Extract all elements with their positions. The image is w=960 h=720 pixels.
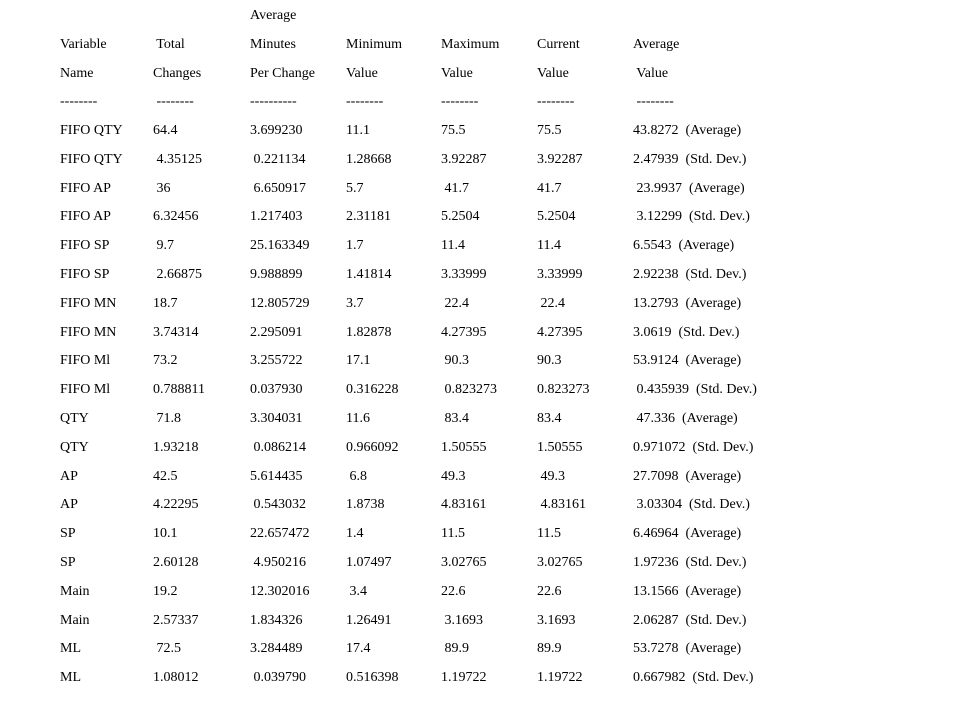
table-row (0, 179, 960, 199)
variable-name-cell: FIFO AP (60, 209, 111, 225)
value-cell: 3.255722 (250, 353, 303, 369)
header-cell: Variable (60, 37, 107, 52)
value-cell: 19.2 (153, 583, 178, 599)
value-cell: 72.5 (153, 641, 181, 657)
table-row (0, 121, 960, 141)
table-row (0, 150, 960, 170)
separator-cell: -------- (346, 94, 384, 109)
variable-name-cell: AP (60, 497, 78, 513)
value-cell: 3.1693 (441, 612, 483, 628)
value-cell: 4.35125 (153, 151, 202, 167)
table-row (0, 582, 960, 602)
value-cell: 1.28668 (346, 151, 392, 167)
value-cell: 3.33999 (537, 267, 583, 282)
variable-name-cell: FIFO Ml (60, 353, 111, 369)
value-cell: 1.08012 (153, 670, 199, 686)
value-cell: 4.83161 (537, 497, 586, 513)
table-row (0, 553, 960, 573)
table-row (0, 323, 960, 343)
value-cell: 2.47939 (Std. Dev.) (633, 151, 747, 167)
value-cell: 3.1693 (537, 612, 576, 628)
value-cell: 3.7 (346, 295, 364, 311)
value-cell: 2.92238 (Std. Dev.) (633, 267, 747, 282)
table-row (0, 265, 960, 285)
variable-name-cell: FIFO SP (60, 238, 110, 254)
value-cell: 1.217403 (250, 209, 303, 225)
value-cell: 23.9937 (Average) (633, 180, 745, 196)
header-cell: Maximum (441, 37, 500, 52)
value-cell: 3.02765 (537, 555, 583, 570)
header-cell: Value (537, 66, 569, 81)
value-cell: 4.950216 (250, 555, 306, 570)
value-cell: 22.6 (537, 583, 562, 599)
value-cell: 22.6 (441, 583, 466, 599)
value-cell: 1.26491 (346, 612, 392, 628)
value-cell: 3.304031 (250, 411, 303, 426)
value-cell: 5.7 (346, 180, 364, 196)
value-cell: 90.3 (441, 353, 469, 369)
value-cell: 5.2504 (537, 209, 576, 225)
value-cell: 12.302016 (250, 583, 310, 599)
table-row (0, 524, 960, 544)
header-cell: Minimum (346, 37, 403, 52)
value-cell: 11.5 (441, 526, 465, 542)
table-row (0, 294, 960, 314)
value-cell: 89.9 (441, 641, 469, 657)
value-cell: 22.657472 (250, 526, 310, 542)
value-cell: 6.8 (346, 468, 367, 484)
value-cell: 1.50555 (537, 439, 583, 455)
value-cell: 6.46964 (Average) (633, 526, 742, 542)
value-cell: 1.7 (346, 238, 364, 254)
variable-name-cell: SP (60, 555, 76, 570)
value-cell: 0.435939 (Std. Dev.) (633, 382, 757, 398)
value-cell: 3.92287 (441, 151, 487, 167)
value-cell: 90.3 (537, 353, 562, 369)
value-cell: 9.988899 (250, 267, 303, 282)
value-cell: 71.8 (153, 411, 181, 426)
value-cell: 3.03304 (Std. Dev.) (633, 497, 750, 513)
header-cell: Per Change (250, 66, 315, 81)
separator-cell: -------- (633, 94, 674, 109)
value-cell: 0.039790 (250, 670, 306, 686)
table-row (0, 639, 960, 659)
value-cell: 1.8738 (346, 497, 385, 513)
value-cell: 1.50555 (441, 439, 487, 455)
value-cell: 0.823273 (537, 382, 590, 398)
value-cell: 0.823273 (441, 382, 497, 398)
header-cell: Current (537, 37, 580, 52)
value-cell: 53.7278 (Average) (633, 641, 742, 657)
value-cell: 4.83161 (441, 497, 487, 513)
value-cell: 3.699230 (250, 123, 303, 138)
variable-name-cell: FIFO QTY (60, 123, 123, 138)
value-cell: 27.7098 (Average) (633, 468, 742, 484)
variable-name-cell: ML (60, 670, 81, 686)
variable-name-cell: FIFO SP (60, 267, 110, 282)
separator-cell: -------- (441, 94, 479, 109)
header-separator (0, 92, 960, 112)
value-cell: 11.1 (346, 123, 370, 138)
header-cell: Total (153, 37, 185, 52)
value-cell: 1.834326 (250, 612, 303, 628)
header-cell: Changes (153, 66, 202, 81)
value-cell: 9.7 (153, 238, 174, 254)
table-row (0, 236, 960, 256)
header-line-1 (0, 6, 960, 26)
value-cell: 53.9124 (Average) (633, 353, 742, 369)
value-cell: 4.27395 (441, 324, 487, 340)
separator-cell: ---------- (250, 94, 297, 109)
value-cell: 83.4 (441, 411, 469, 426)
variable-name-cell: FIFO QTY (60, 151, 123, 167)
header-line-2 (0, 35, 960, 55)
variable-name-cell: SP (60, 526, 76, 542)
value-cell: 0.788811 (153, 382, 205, 398)
variable-name-cell: Main (60, 583, 90, 599)
value-cell: 0.516398 (346, 670, 399, 686)
value-cell: 75.5 (441, 123, 466, 138)
value-cell: 25.163349 (250, 238, 310, 254)
variable-name-cell: FIFO Ml (60, 382, 111, 398)
value-cell: 0.971072 (Std. Dev.) (633, 439, 754, 455)
variable-name-cell: QTY (60, 411, 89, 426)
value-cell: 2.66875 (153, 267, 202, 282)
value-cell: 11.5 (537, 526, 561, 542)
separator-cell: -------- (60, 94, 98, 109)
value-cell: 41.7 (441, 180, 469, 196)
value-cell: 17.4 (346, 641, 371, 657)
value-cell: 22.4 (537, 295, 565, 311)
variable-name-cell: AP (60, 468, 78, 484)
value-cell: 49.3 (441, 468, 466, 484)
value-cell: 2.57337 (153, 612, 199, 628)
value-cell: 3.74314 (153, 324, 199, 340)
variable-name-cell: FIFO MN (60, 324, 117, 340)
value-cell: 5.2504 (441, 209, 480, 225)
value-cell: 4.27395 (537, 324, 583, 340)
value-cell: 3.33999 (441, 267, 487, 282)
value-cell: 42.5 (153, 468, 178, 484)
value-cell: 18.7 (153, 295, 178, 311)
value-cell: 1.4 (346, 526, 364, 542)
value-cell: 10.1 (153, 526, 178, 542)
value-cell: 3.12299 (Std. Dev.) (633, 209, 750, 225)
variable-name-cell: FIFO AP (60, 180, 111, 196)
value-cell: 0.543032 (250, 497, 306, 513)
value-cell: 3.284489 (250, 641, 303, 657)
value-cell: 22.4 (441, 295, 469, 311)
table-row (0, 495, 960, 515)
value-cell: 2.295091 (250, 324, 303, 340)
header-cell: Value (633, 66, 669, 81)
value-cell: 73.2 (153, 353, 178, 369)
variable-name-cell: ML (60, 641, 81, 657)
value-cell: 0.086214 (250, 439, 306, 455)
header-cell: Value (346, 66, 378, 81)
variable-name-cell: QTY (60, 439, 89, 455)
table-row (0, 380, 960, 400)
value-cell: 3.4 (346, 583, 367, 599)
value-cell: 3.0619 (Std. Dev.) (633, 324, 740, 340)
value-cell: 1.19722 (441, 670, 487, 686)
value-cell: 5.614435 (250, 468, 303, 484)
value-cell: 0.966092 (346, 439, 399, 455)
value-cell: 3.92287 (537, 151, 583, 167)
value-cell: 1.19722 (537, 670, 583, 686)
value-cell: 1.97236 (Std. Dev.) (633, 555, 747, 570)
header-cell: Minutes (250, 37, 296, 52)
value-cell: 11.4 (441, 238, 465, 254)
value-cell: 17.1 (346, 353, 371, 369)
value-cell: 0.037930 (250, 382, 303, 398)
value-cell: 0.221134 (250, 151, 306, 167)
table-row (0, 668, 960, 688)
value-cell: 47.336 (Average) (633, 411, 738, 426)
variable-name-cell: FIFO MN (60, 295, 117, 311)
value-cell: 89.9 (537, 641, 562, 657)
value-cell: 2.31181 (346, 209, 391, 225)
value-cell: 13.2793 (Average) (633, 295, 742, 311)
value-cell: 11.6 (346, 411, 370, 426)
value-cell: 41.7 (537, 180, 562, 196)
value-cell: 43.8272 (Average) (633, 123, 742, 138)
value-cell: 11.4 (537, 238, 561, 254)
value-cell: 1.82878 (346, 324, 392, 340)
header-cell: Average (633, 37, 680, 52)
table-row (0, 438, 960, 458)
value-cell: 75.5 (537, 123, 562, 138)
value-cell: 6.650917 (250, 180, 306, 196)
value-cell: 4.22295 (153, 497, 199, 513)
value-cell: 64.4 (153, 123, 178, 138)
table-row (0, 611, 960, 631)
header-cell: Average (250, 8, 297, 23)
header-cell: Value (441, 66, 473, 81)
value-cell: 1.07497 (346, 555, 392, 570)
value-cell: 3.02765 (441, 555, 487, 570)
value-cell: 83.4 (537, 411, 562, 426)
header-line-3 (0, 64, 960, 84)
table-row (0, 351, 960, 371)
table-row (0, 467, 960, 487)
value-cell: 13.1566 (Average) (633, 583, 742, 599)
variable-name-cell: Main (60, 612, 90, 628)
value-cell: 0.316228 (346, 382, 399, 398)
value-cell: 6.32456 (153, 209, 199, 225)
value-cell: 36 (153, 180, 171, 196)
table-row (0, 409, 960, 429)
header-cell: Name (60, 66, 94, 81)
value-cell: 49.3 (537, 468, 565, 484)
separator-cell: -------- (153, 94, 194, 109)
value-cell: 2.06287 (Std. Dev.) (633, 612, 747, 628)
table-row (0, 207, 960, 227)
value-cell: 1.41814 (346, 267, 392, 282)
value-cell: 2.60128 (153, 555, 199, 570)
value-cell: 0.667982 (Std. Dev.) (633, 670, 754, 686)
value-cell: 1.93218 (153, 439, 199, 455)
value-cell: 6.5543 (Average) (633, 238, 735, 254)
separator-cell: -------- (537, 94, 575, 109)
value-cell: 12.805729 (250, 295, 310, 311)
